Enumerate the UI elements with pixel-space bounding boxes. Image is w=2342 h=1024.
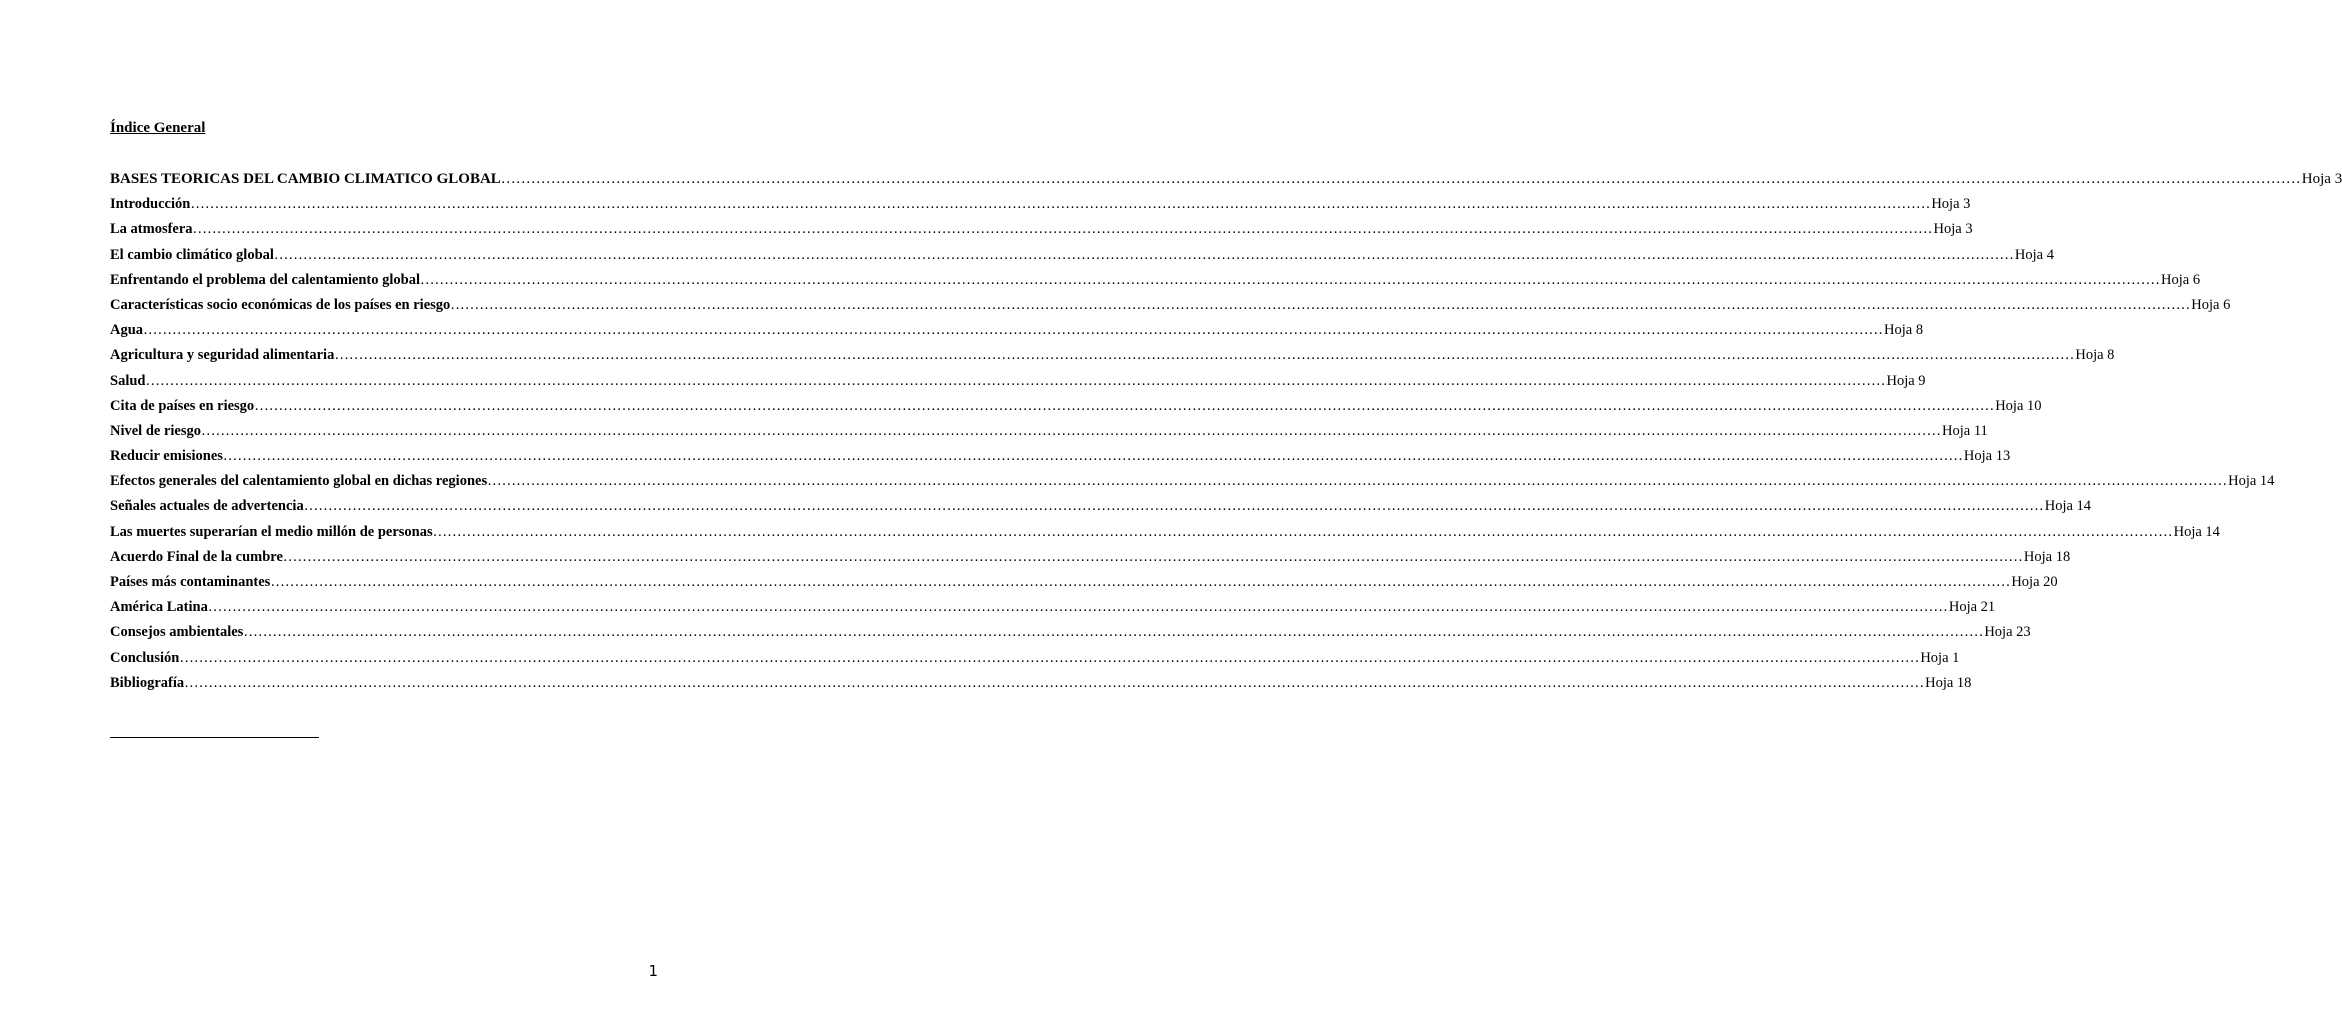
toc-entry-label: Características socio económicas de los países en riesgo (110, 296, 451, 313)
toc-entry (110, 573, 2058, 598)
toc-entry (110, 623, 2031, 648)
toc-entry (110, 548, 2071, 573)
toc-entry-label: Nivel de riesgo (110, 422, 202, 439)
toc-leader-dots: ……………………………………………………………………………………………………………………………………………………………………………………………………………………………………………………………………………………………………………………………… (190, 196, 1931, 213)
toc-entry (110, 598, 1996, 623)
toc-entry-page: Hoja 14 (2228, 473, 2275, 490)
toc-entry (110, 472, 2275, 497)
toc-entry-label: Enfrentando el problema del calentamiento global (110, 271, 421, 288)
toc-entry (110, 372, 1926, 397)
toc-entry-page: Hoja 1 (1920, 649, 1960, 666)
toc-entry (110, 296, 2231, 321)
toc-entry-label: La atmosfera (110, 221, 193, 238)
toc-list (110, 170, 2342, 699)
page-number: 1 (648, 962, 658, 980)
toc-entry-page: Hoja 23 (1984, 624, 2031, 641)
toc-entry-label: Bibliografía (110, 674, 185, 691)
toc-leader-dots: ……………………………………………………………………………………………………………………………………………………………………………………………………………………………………………………………………………………………………………………………… (222, 448, 1963, 465)
toc-entry-page: Hoja 13 (1963, 448, 2011, 465)
toc-entry-label: Agua (110, 322, 144, 339)
toc-entry (110, 422, 1988, 447)
toc-entry-label: El cambio climático global (110, 246, 274, 263)
toc-entry (110, 497, 2092, 522)
toc-entry (110, 170, 2342, 195)
toc-entry (110, 447, 2011, 472)
toc-entry-page: Hoja 3 (2301, 171, 2342, 187)
toc-entry-page: Hoja 8 (2075, 347, 2115, 364)
toc-entry-label: Cita de países en riesgo (110, 397, 255, 414)
toc-entry-label: Efectos generales del calentamiento global en dichas regiones (110, 473, 488, 490)
toc-leader-dots: ……………………………………………………………………………………………………………………………………………………………………………………………………………………………………………………………………………………………………………………………… (192, 221, 1933, 238)
toc-leader-dots: ……………………………………………………………………………………………………………………………………………………………………………………………………………………………………………………………………………………………………………………………… (420, 271, 2161, 288)
toc-entry-page: Hoja 6 (2191, 296, 2231, 313)
toc-entry-label: Países más contaminantes (110, 574, 271, 590)
toc-entry-page: Hoja 18 (2023, 548, 2071, 565)
toc-entry-label: Consejos ambientales (110, 624, 244, 641)
toc-leader-dots: ……………………………………………………………………………………………………………………………………………………………………………………………………………………………………………………………………………………………………………………………… (254, 397, 1995, 414)
toc-title: Índice General (110, 120, 206, 136)
toc-leader-dots: ……………………………………………………………………………………………………………………………………………………………………………………………………………………………………………………………………………………………………………………………… (184, 674, 1925, 691)
toc-entry (110, 523, 2220, 548)
toc-leader-dots: ……………………………………………………………………………………………………………………………………………………………………………………………………………………………………………………………………………………………………………………………… (179, 649, 1920, 666)
toc-entry-label: Señales actuales de advertencia (110, 498, 304, 515)
toc-leader-dots: ……………………………………………………………………………………………………………………………………………………………………………………………………………………………………………………………………………………………………………………………… (303, 498, 2044, 515)
footnote-separator (110, 737, 319, 738)
toc-leader-dots: ……………………………………………………………………………………………………………………………………………………………………………………………………………………………………………………………………………………………………………………………… (145, 372, 1886, 389)
toc-leader-dots: ……………………………………………………………………………………………………………………………………………………………………………………………………………………………………………………………………………………………………………………………… (143, 322, 1884, 339)
toc-entry-label: Las muertes superarían el medio millón de personas (110, 523, 433, 540)
toc-entry-label: América Latina (110, 599, 208, 616)
toc-entry-page: Hoja 20 (2011, 574, 2058, 590)
toc-entry-page: Hoja 18 (1925, 674, 1972, 691)
toc-entry-page: Hoja 14 (2173, 523, 2220, 540)
toc-entry-page: Hoja 8 (1884, 322, 1924, 339)
toc-entry-page: Hoja 9 (1886, 372, 1926, 389)
toc-entry-page: Hoja 11 (1942, 422, 1988, 439)
toc-leader-dots: ……………………………………………………………………………………………………………………………………………………………………………………………………………………………………………………………………………………………………………………………… (270, 574, 2011, 590)
toc-leader-dots: ……………………………………………………………………………………………………………………………………………………………………………………………………………………………………………………………………………………………………………………………… (282, 548, 2023, 565)
toc-entry-label: Acuerdo Final de la cumbre (110, 548, 283, 565)
toc-entry-page: Hoja 4 (2014, 246, 2054, 263)
toc-leader-dots: ……………………………………………………………………………………………………………………………………………………………………………………………………………………………………………………………………………………………………………………………… (450, 296, 2191, 313)
toc-entry (110, 674, 1972, 699)
toc-entry-page: Hoja 3 (1931, 196, 1971, 213)
toc-entry-page: Hoja 21 (1948, 599, 1996, 616)
toc-leader-dots: ……………………………………………………………………………………………………………………………………………………………………………………………………………………………………………………………………………………………………………………………… (487, 473, 2228, 490)
toc-leader-dots: ……………………………………………………………………………………………………………………………………………………………………………………………………………………………………………………………………………………………………………………………… (334, 347, 2075, 364)
toc-entry (110, 246, 2054, 271)
toc-leader-dots: ……………………………………………………………………………………………………………………………………………………………………………………………………………………………………………………………………………………………………………………………… (207, 599, 1948, 616)
toc-entry (110, 271, 2201, 296)
toc-entry (110, 195, 1971, 220)
toc-entry-page: Hoja 10 (1995, 397, 2042, 414)
toc-entry (110, 220, 1973, 245)
toc-entry (110, 321, 1924, 346)
toc-entry-page: Hoja 14 (2044, 498, 2092, 515)
toc-leader-dots: ……………………………………………………………………………………………………………………………………………………………………………………………………………………………………………………………………………………………………………………………… (201, 422, 1942, 439)
toc-leader-dots: ……………………………………………………………………………………………………………………………………………………………………………………………………………………………………………………………………………………………………………………………… (432, 523, 2173, 540)
toc-entry-label: Reducir emisiones (110, 448, 223, 465)
toc-entry (110, 649, 1960, 674)
toc-entry-label: Salud (110, 372, 146, 389)
toc-entry-label: Introducción (110, 196, 191, 213)
toc-leader-dots: ……………………………………………………………………………………………………………………………………………………………………………………………………………………………………………………………………………………………………………………………… (500, 171, 2301, 187)
toc-entry-page: Hoja 6 (2161, 271, 2201, 288)
toc-leader-dots: ……………………………………………………………………………………………………………………………………………………………………………………………………………………………………………………………………………………………………………………………… (273, 246, 2014, 263)
toc-entry-label: Conclusión (110, 649, 180, 666)
toc-leader-dots: ……………………………………………………………………………………………………………………………………………………………………………………………………………………………………………………………………………………………………………………………… (243, 624, 1984, 641)
toc-entry-label: BASES TEORICAS DEL CAMBIO CLIMATICO GLOBAL (110, 171, 501, 187)
toc-entry-page: Hoja 3 (1933, 221, 1973, 238)
toc-entry-label: Agricultura y seguridad alimentaria (110, 347, 335, 364)
toc-entry (110, 346, 2115, 371)
toc-entry (110, 397, 2042, 422)
